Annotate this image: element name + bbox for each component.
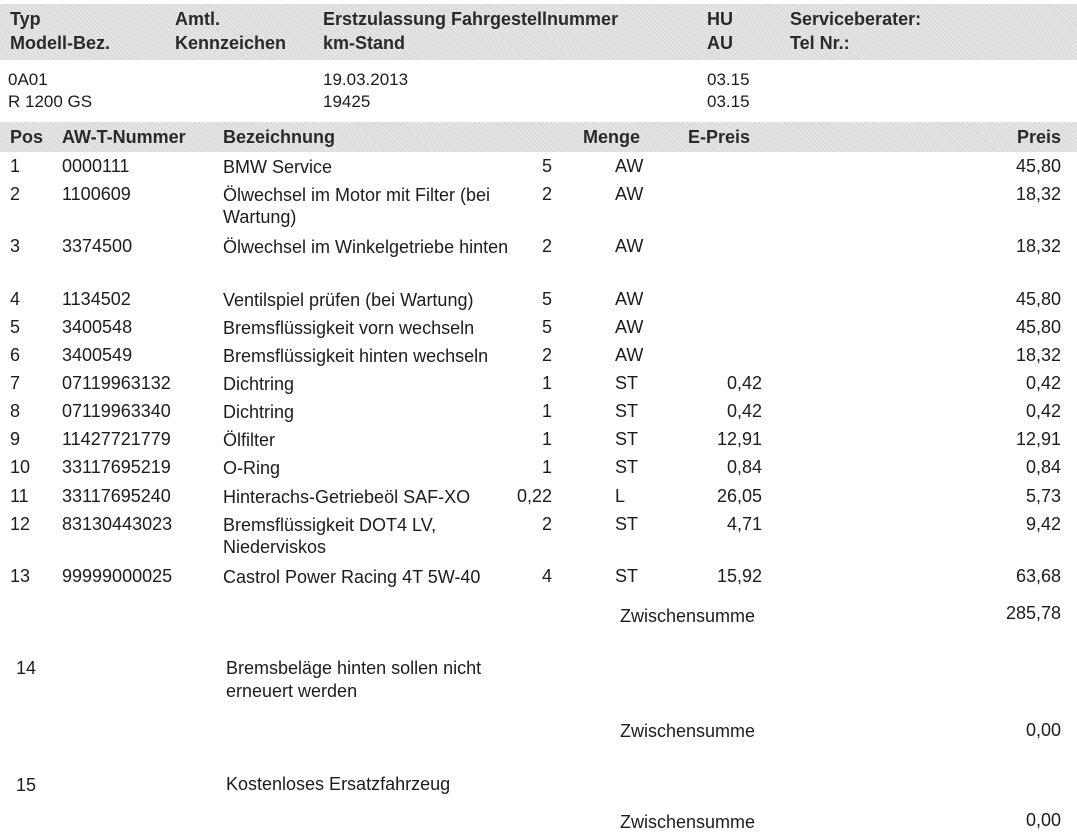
row-price: 0,42 <box>1025 401 1061 421</box>
row-price: 45,80 <box>1015 317 1061 337</box>
row-price: 63,68 <box>1015 566 1061 586</box>
kmstand-value: 19425 <box>323 92 371 111</box>
row-description: Hinterachs-Getriebeöl SAF-XO <box>223 487 471 507</box>
row-aw-number: 3400549 <box>62 345 133 365</box>
row-price: 18,32 <box>1015 184 1061 204</box>
subtotal-label: Zwischensumme <box>620 606 756 626</box>
subtotal-label: Zwischensumme <box>620 812 756 832</box>
row-unit-price: 12,91 <box>716 429 762 449</box>
row-unit-price: 4,71 <box>726 514 762 534</box>
col-epreis-header: E-Preis <box>688 127 751 147</box>
row-aw-number: 1134502 <box>62 289 131 309</box>
note-pos: 15 <box>16 775 37 795</box>
row-description: Bremsflüssigkeit DOT4 LV, Niederviskos <box>223 515 437 557</box>
row-quantity: 1 <box>541 429 552 449</box>
typ-value: 0A01 <box>8 70 48 89</box>
typ-label: Typ <box>10 9 41 29</box>
kmstand-label: km-Stand <box>323 33 406 53</box>
row-unit-price: 0,42 <box>726 401 762 421</box>
row-unit: ST <box>615 566 639 586</box>
row-quantity: 1 <box>541 401 552 421</box>
row-aw-number: 33117695219 <box>62 457 171 477</box>
row-unit-price: 0,42 <box>726 373 762 393</box>
row-unit: ST <box>615 401 639 421</box>
row-unit-price: 0,84 <box>726 457 762 477</box>
row-description: Ölwechsel im Winkelgetriebe hinten <box>223 237 509 257</box>
row-quantity: 2 <box>541 184 552 204</box>
modell-label: Modell-Bez. <box>10 33 111 53</box>
row-price: 45,80 <box>1015 156 1061 176</box>
row-price: 9,42 <box>1025 514 1061 534</box>
row-description: Bremsflüssigkeit hinten wechseln <box>223 346 489 366</box>
col-aw-header: AW-T-Nummer <box>62 127 186 147</box>
row-pos: 11 <box>10 486 29 506</box>
row-pos: 1 <box>10 156 21 176</box>
row-aw-number: 07119963132 <box>62 373 171 393</box>
row-description: BMW Service <box>223 157 333 177</box>
row-unit: AW <box>615 156 644 176</box>
note-pos: 14 <box>16 658 37 678</box>
row-unit: L <box>615 486 626 506</box>
row-price: 45,80 <box>1015 289 1061 309</box>
row-price: 12,91 <box>1015 429 1061 449</box>
row-aw-number: 83130443023 <box>62 514 173 534</box>
row-quantity: 5 <box>541 317 552 337</box>
row-unit-price: 15,92 <box>716 566 762 586</box>
subtotal-value: 285,78 <box>1005 603 1061 623</box>
col-bezeichnung-header: Bezeichnung <box>223 127 336 147</box>
row-unit: AW <box>615 184 644 204</box>
row-quantity: 1 <box>541 373 552 393</box>
row-description: Bremsflüssigkeit vorn wechseln <box>223 318 475 338</box>
amtl-label: Amtl. <box>175 9 220 29</box>
subtotal-label: Zwischensumme <box>620 721 756 741</box>
row-aw-number: 99999000025 <box>62 566 173 586</box>
row-price: 0,84 <box>1025 457 1061 477</box>
row-description: Dichtring <box>223 402 295 422</box>
erstzulassung-label: Erstzulassung Fahrgestellnummer <box>323 9 619 29</box>
col-menge-header: Menge <box>583 127 641 147</box>
row-pos: 6 <box>10 345 21 365</box>
row-description: Ölfilter <box>223 430 276 450</box>
row-pos: 10 <box>10 457 31 477</box>
row-unit: AW <box>615 289 644 309</box>
erstzulassung-value: 19.03.2013 <box>323 70 409 89</box>
row-quantity: 2 <box>541 514 552 534</box>
row-description: O-Ring <box>223 458 281 478</box>
row-quantity: 5 <box>541 289 552 309</box>
row-unit: ST <box>615 457 639 477</box>
row-description: Dichtring <box>223 374 295 394</box>
row-quantity: 1 <box>541 457 552 477</box>
row-quantity: 2 <box>541 236 552 256</box>
row-unit: AW <box>615 345 644 365</box>
row-unit: AW <box>615 317 644 337</box>
modell-value: R 1200 GS <box>8 92 93 111</box>
row-aw-number: 1100609 <box>62 184 131 204</box>
row-pos: 13 <box>10 566 31 586</box>
subtotal-value: 0,00 <box>1025 720 1061 740</box>
subtotal-value: 0,00 <box>1025 810 1061 830</box>
row-price: 18,32 <box>1015 345 1061 365</box>
row-description: Ventilspiel prüfen (bei Wartung) <box>223 290 474 310</box>
col-pos-header: Pos <box>10 127 44 147</box>
row-aw-number: 3374500 <box>62 236 133 256</box>
row-pos: 8 <box>10 401 21 421</box>
row-description: Ölwechsel im Motor mit Filter (bei Wartung) <box>223 185 491 227</box>
row-unit: AW <box>615 236 644 256</box>
row-unit-price: 26,05 <box>716 486 762 506</box>
au-value: 03.15 <box>707 92 750 111</box>
row-quantity: 2 <box>541 345 552 365</box>
row-aw-number: 33117695240 <box>62 486 171 506</box>
au-label: AU <box>707 33 733 53</box>
hu-label: HU <box>707 9 733 29</box>
tel-label: Tel Nr.: <box>790 33 850 53</box>
col-preis-header: Preis <box>1016 127 1061 147</box>
row-aw-number: 11427721779 <box>62 429 171 449</box>
row-unit: ST <box>615 429 639 449</box>
row-pos: 3 <box>10 236 21 256</box>
row-quantity: 0,22 <box>516 486 552 506</box>
note-text: Kostenloses Ersatzfahrzeug <box>226 774 451 794</box>
row-pos: 7 <box>10 373 21 393</box>
row-aw-number: 07119963340 <box>62 401 171 421</box>
row-unit: ST <box>615 514 639 534</box>
row-aw-number: 0000111 <box>62 156 130 176</box>
row-unit: ST <box>615 373 639 393</box>
hu-value: 03.15 <box>707 70 750 89</box>
row-aw-number: 3400548 <box>62 317 133 337</box>
kennzeichen-label: Kennzeichen <box>175 33 287 53</box>
row-pos: 9 <box>10 429 21 449</box>
row-pos: 4 <box>10 289 21 309</box>
row-quantity: 4 <box>541 566 552 586</box>
row-quantity: 5 <box>541 156 552 176</box>
row-price: 18,32 <box>1015 236 1061 256</box>
row-pos: 5 <box>10 317 21 337</box>
note-text: Bremsbeläge hinten sollen nicht erneuert werden <box>226 658 482 701</box>
row-description: Castrol Power Racing 4T 5W-40 <box>223 567 481 587</box>
row-pos: 12 <box>10 514 31 534</box>
row-price: 5,73 <box>1025 486 1061 506</box>
row-price: 0,42 <box>1025 373 1061 393</box>
serviceberater-label: Serviceberater: <box>790 9 922 29</box>
row-pos: 2 <box>10 184 21 204</box>
